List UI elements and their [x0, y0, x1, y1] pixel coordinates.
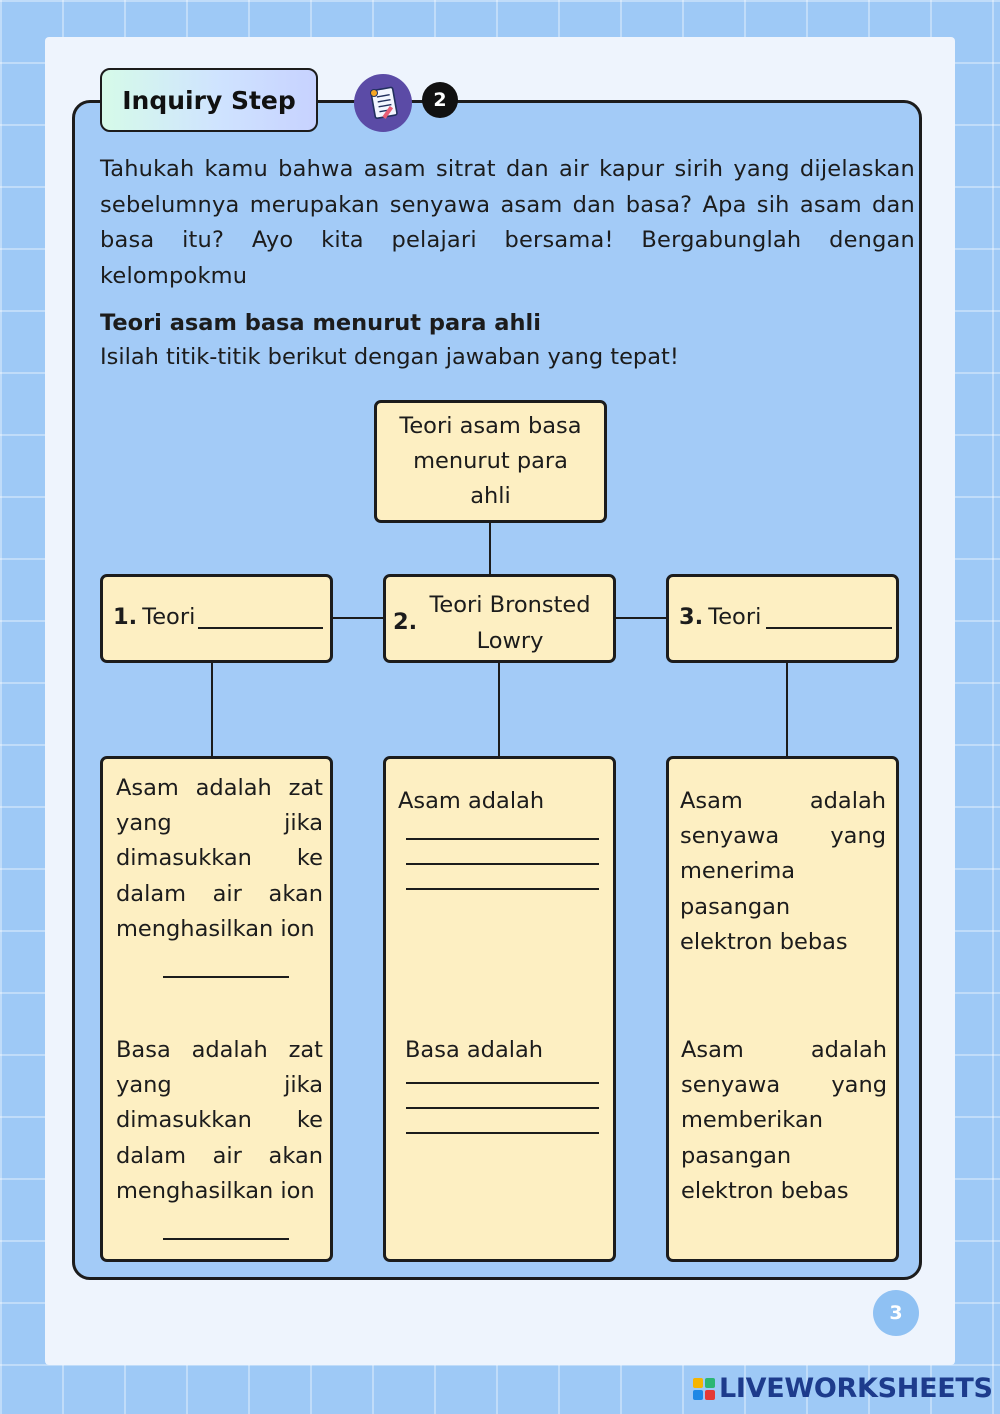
liveworksheets-watermark: [693, 1373, 993, 1404]
section-instruction: Isilah titik-titik berikut dengan jawaban yang tepat!: [100, 344, 679, 370]
definition-box-3: [666, 756, 899, 1262]
col3-acid-definition: Asam adalah senyawa yang menerima pasangan elektron bebas: [680, 788, 886, 955]
theory-3-answer-blank[interactable]: [766, 627, 892, 629]
liveworksheets-wordmark: LIVEWORKSHEETS: [719, 1373, 993, 1404]
col2-base-definition: Basa adalah: [405, 1037, 544, 1063]
col1-base-ion-blank[interactable]: [163, 1238, 289, 1240]
theory-box-3: [666, 574, 899, 663]
theory-3-number: 3.: [679, 604, 704, 630]
connector-root-down: [489, 523, 491, 574]
intro-paragraph: Tahukah kamu bahwa asam sitrat dan air kapur sirih yang dijelaskan sebelumnya merupakan senyawa asam dan basa? Apa sih asam dan basa itu? Ayo kita pelajari bersama! Bergabunglah dengan kelompokmu: [100, 156, 915, 289]
root-concept-box: Teori asam basa menurut para ahli: [374, 400, 607, 523]
definition-box-2: [383, 756, 616, 1262]
theory-1-label: Teori: [142, 604, 196, 630]
connector-col3-down: [786, 663, 788, 756]
theory-2-number: 2.: [393, 609, 418, 635]
col2-base-blank-3[interactable]: [406, 1132, 599, 1134]
col2-acid-blank-1[interactable]: [406, 838, 599, 840]
theory-2-label: Teori Bronsted Lowry: [429, 592, 591, 654]
col1-acid-definition: Asam adalah zat yang jika dimasukkan ke dalam air akan menghasilkan ion: [116, 775, 323, 942]
col3-base-definition: Asam adalah senyawa yang memberikan pasangan elektron bebas: [681, 1037, 887, 1204]
col1-base-definition: Basa adalah zat yang jika dimasukkan ke dalam air akan menghasilkan ion: [116, 1037, 323, 1204]
connector-left-horizontal: [333, 617, 383, 619]
col2-base-blank-1[interactable]: [406, 1082, 599, 1084]
theory-box-2: [383, 574, 616, 663]
section-title: Teori asam basa menurut para ahli: [100, 310, 541, 336]
page-number-badge: 3: [873, 1290, 919, 1336]
liveworksheets-logo-icon: [693, 1378, 715, 1400]
definition-box-1: [100, 756, 333, 1262]
connector-col2-down: [498, 663, 500, 756]
col2-base-blank-2[interactable]: [406, 1107, 599, 1109]
notebook-icon: [354, 74, 412, 132]
theory-1-number: 1.: [113, 604, 138, 630]
col2-acid-blank-3[interactable]: [406, 888, 599, 890]
inquiry-step-label: Inquiry Step: [100, 68, 318, 132]
col2-acid-definition: Asam adalah: [398, 788, 545, 814]
theory-1-answer-blank[interactable]: [198, 627, 323, 629]
step-number-badge: 2: [422, 82, 458, 118]
theory-3-label: Teori: [708, 604, 762, 630]
col2-acid-blank-2[interactable]: [406, 863, 599, 865]
col1-acid-ion-blank[interactable]: [163, 976, 289, 978]
connector-col1-down: [211, 663, 213, 756]
theory-box-1: [100, 574, 333, 663]
connector-right-horizontal: [616, 617, 666, 619]
